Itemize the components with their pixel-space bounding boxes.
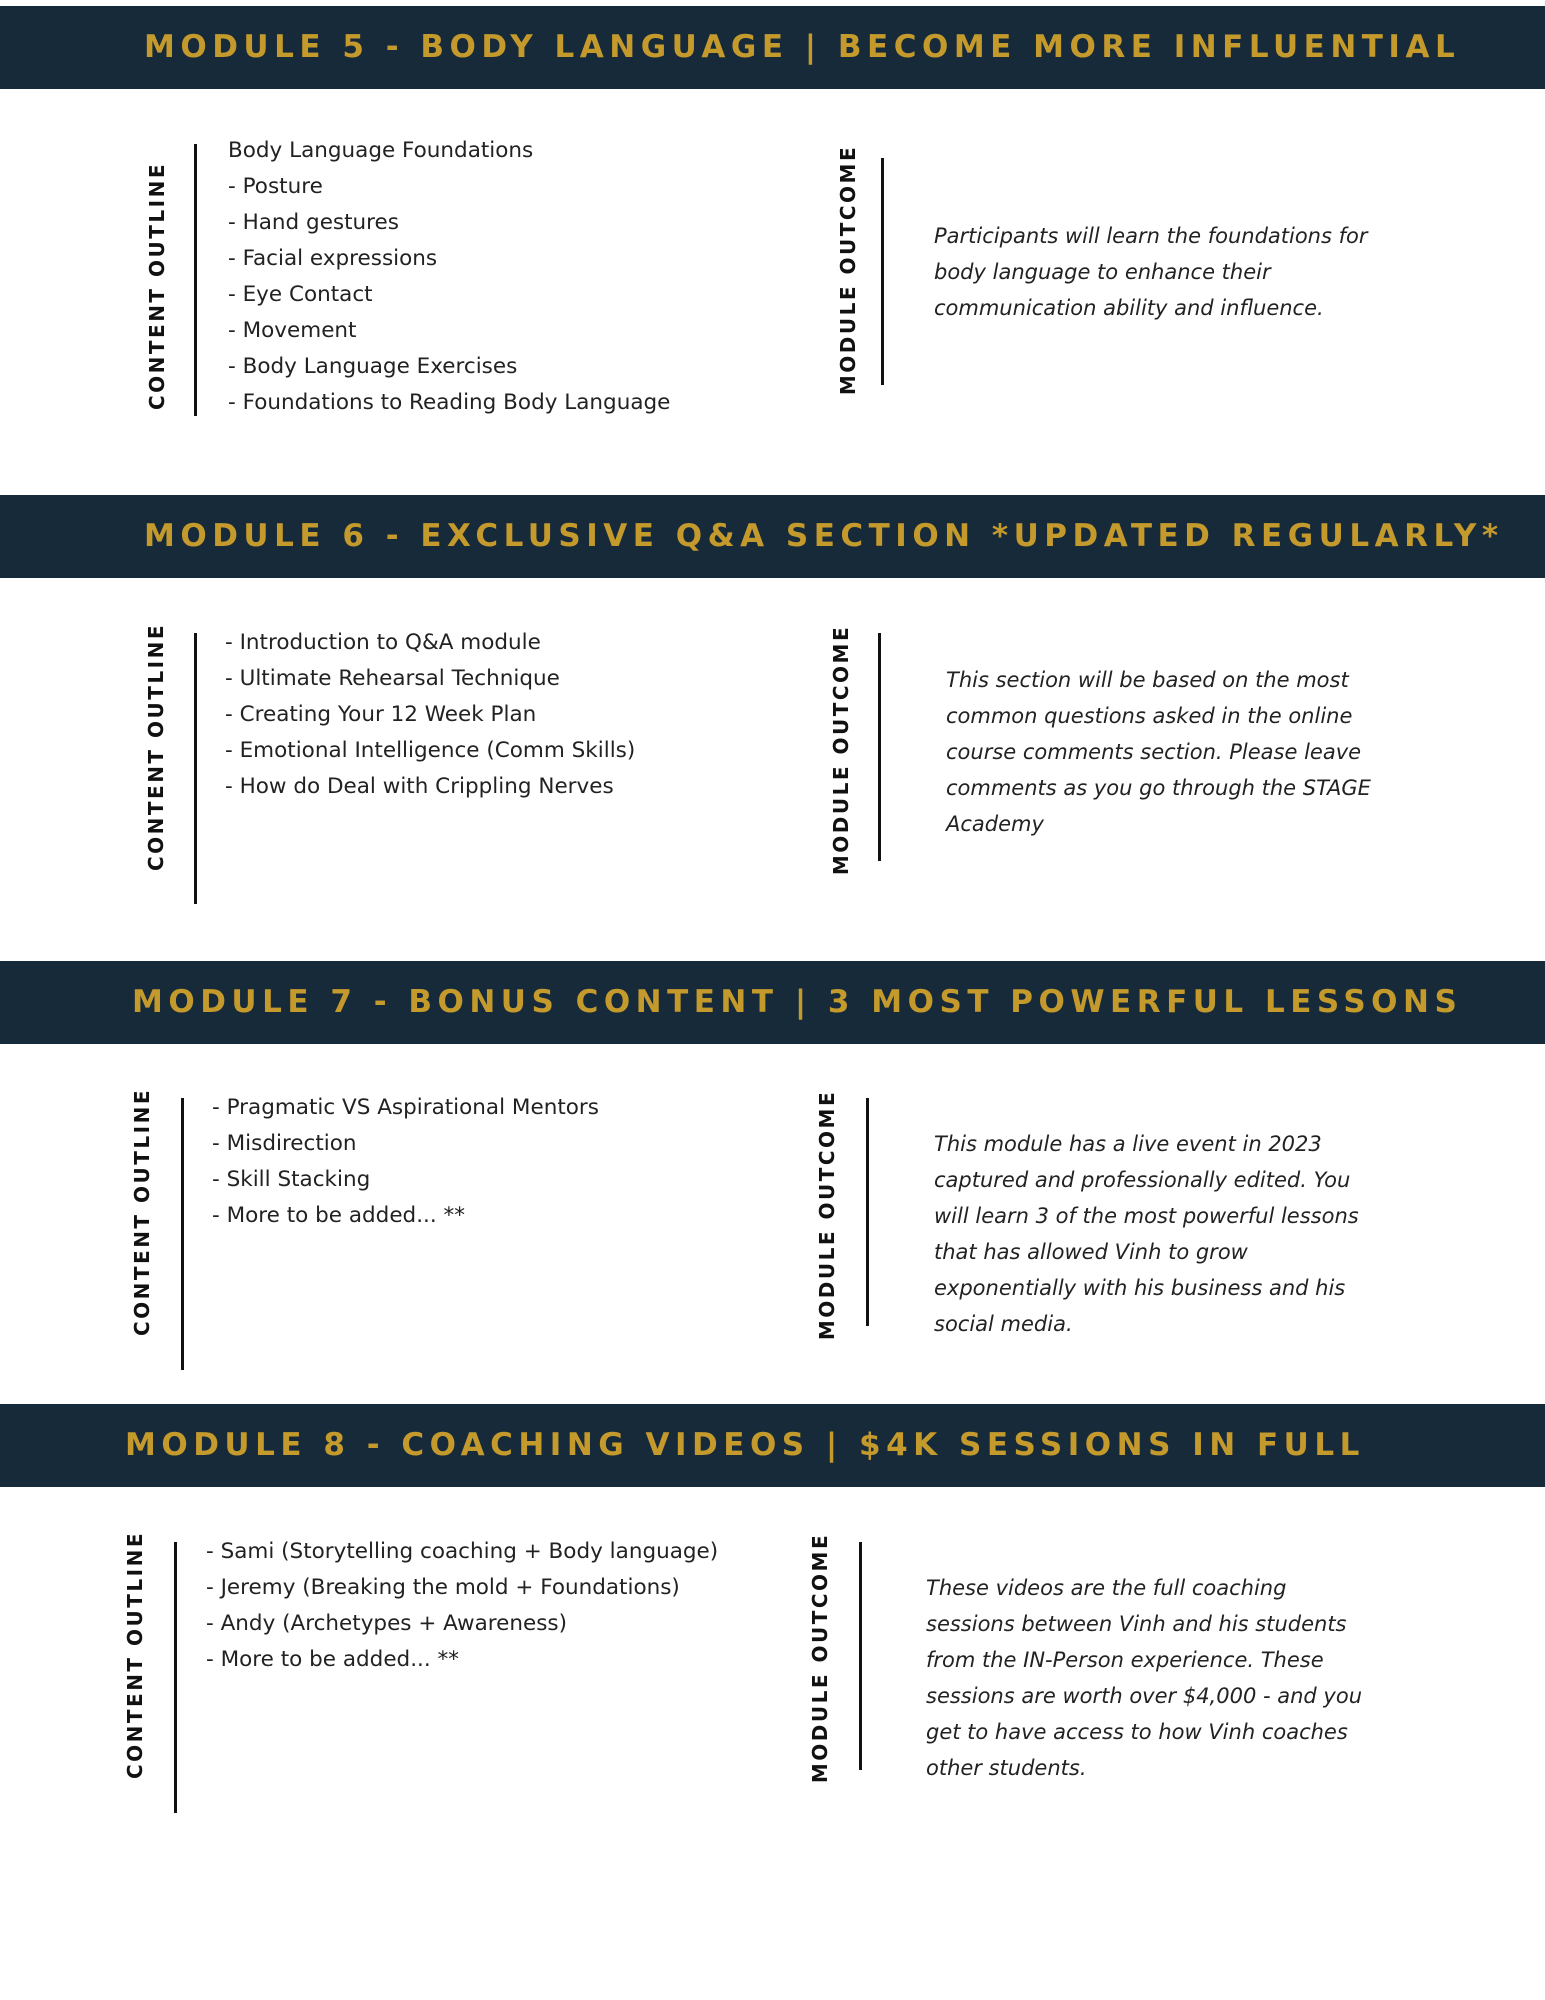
list-item: Body Language Foundations [228,138,534,163]
module-6-banner [0,495,1545,578]
list-item: - Emotional Intelligence (Comm Skills) [225,738,636,763]
list-item: - More to be added... ** [212,1203,466,1228]
module-7-outcome-divider [866,1098,869,1326]
module-7-banner [0,961,1545,1044]
list-item: - Movement [228,318,357,343]
module-7-outcome-text: This module has a live event in 2023 captured and professionally edited. You will learn 3 of the most powerful lessons that has allowed Vinh to grow exponentially with his business and his social media. [934,1132,1359,1336]
list-item: - Foundations to Reading Body Language [228,390,671,415]
module-7-outline-divider [181,1098,184,1370]
module-5-outcome-divider [881,158,884,385]
module-8-outline-divider [174,1542,177,1813]
module-6-outline-divider [194,633,197,904]
list-item: - Misdirection [212,1131,357,1156]
list-item: - Sami (Storytelling coaching + Body language) [206,1539,719,1564]
module-6-outcome-divider [878,633,881,861]
module-5-outline-divider [194,144,197,416]
module-5-title: MODULE 5 - BODY LANGUAGE | BECOME MORE INFLUENTIAL [144,29,1461,65]
list-item: - Body Language Exercises [228,354,518,379]
module-8-outline-list [206,1534,718,1678]
module-6-title: MODULE 6 - EXCLUSIVE Q&A SECTION *UPDATED REGULARLY* [144,518,1504,554]
list-item: - Pragmatic VS Aspirational Mentors [212,1095,599,1120]
list-item: - How do Deal with Crippling Nerves [225,774,614,799]
list-item: - Skill Stacking [212,1167,371,1192]
list-item: - More to be added... ** [206,1647,460,1672]
list-item: - Andy (Archetypes + Awareness) [206,1611,568,1636]
module-8-title: MODULE 8 - COACHING VIDEOS | $4K SESSIONS IN FULL [125,1427,1365,1463]
module-5-outline-list [228,133,670,421]
list-item: - Ultimate Rehearsal Technique [225,666,560,691]
list-item: - Hand gestures [228,210,399,235]
list-item: - Creating Your 12 Week Plan [225,702,537,727]
module-6-outcome-text: This section will be based on the most common questions asked in the online course comments section. Please leave comments as you go through the STAGE Academy [946,668,1371,836]
list-item: - Introduction to Q&A module [225,630,541,655]
module-5-banner [0,6,1545,89]
module-8-banner [0,1404,1545,1487]
module-7-title: MODULE 7 - BONUS CONTENT | 3 MOST POWERFUL LESSONS [132,984,1463,1020]
list-item: - Jeremy (Breaking the mold + Foundations) [206,1575,680,1600]
list-item: - Eye Contact [228,282,373,307]
module-5-outcome-text: Participants will learn the foundations for body language to enhance their communication ability and influence. [934,224,1368,320]
module-6-outline-list [225,625,635,805]
module-8-outcome-divider [859,1542,862,1770]
list-item: - Posture [228,174,323,199]
list-item: - Facial expressions [228,246,438,271]
module-8-outcome-text: These videos are the full coaching sessions between Vinh and his students from the IN-Person experience. These sessions are worth over $4,000 - and you get to have access to how Vinh coaches other students. [926,1576,1363,1780]
module-7-outline-list [212,1090,599,1234]
